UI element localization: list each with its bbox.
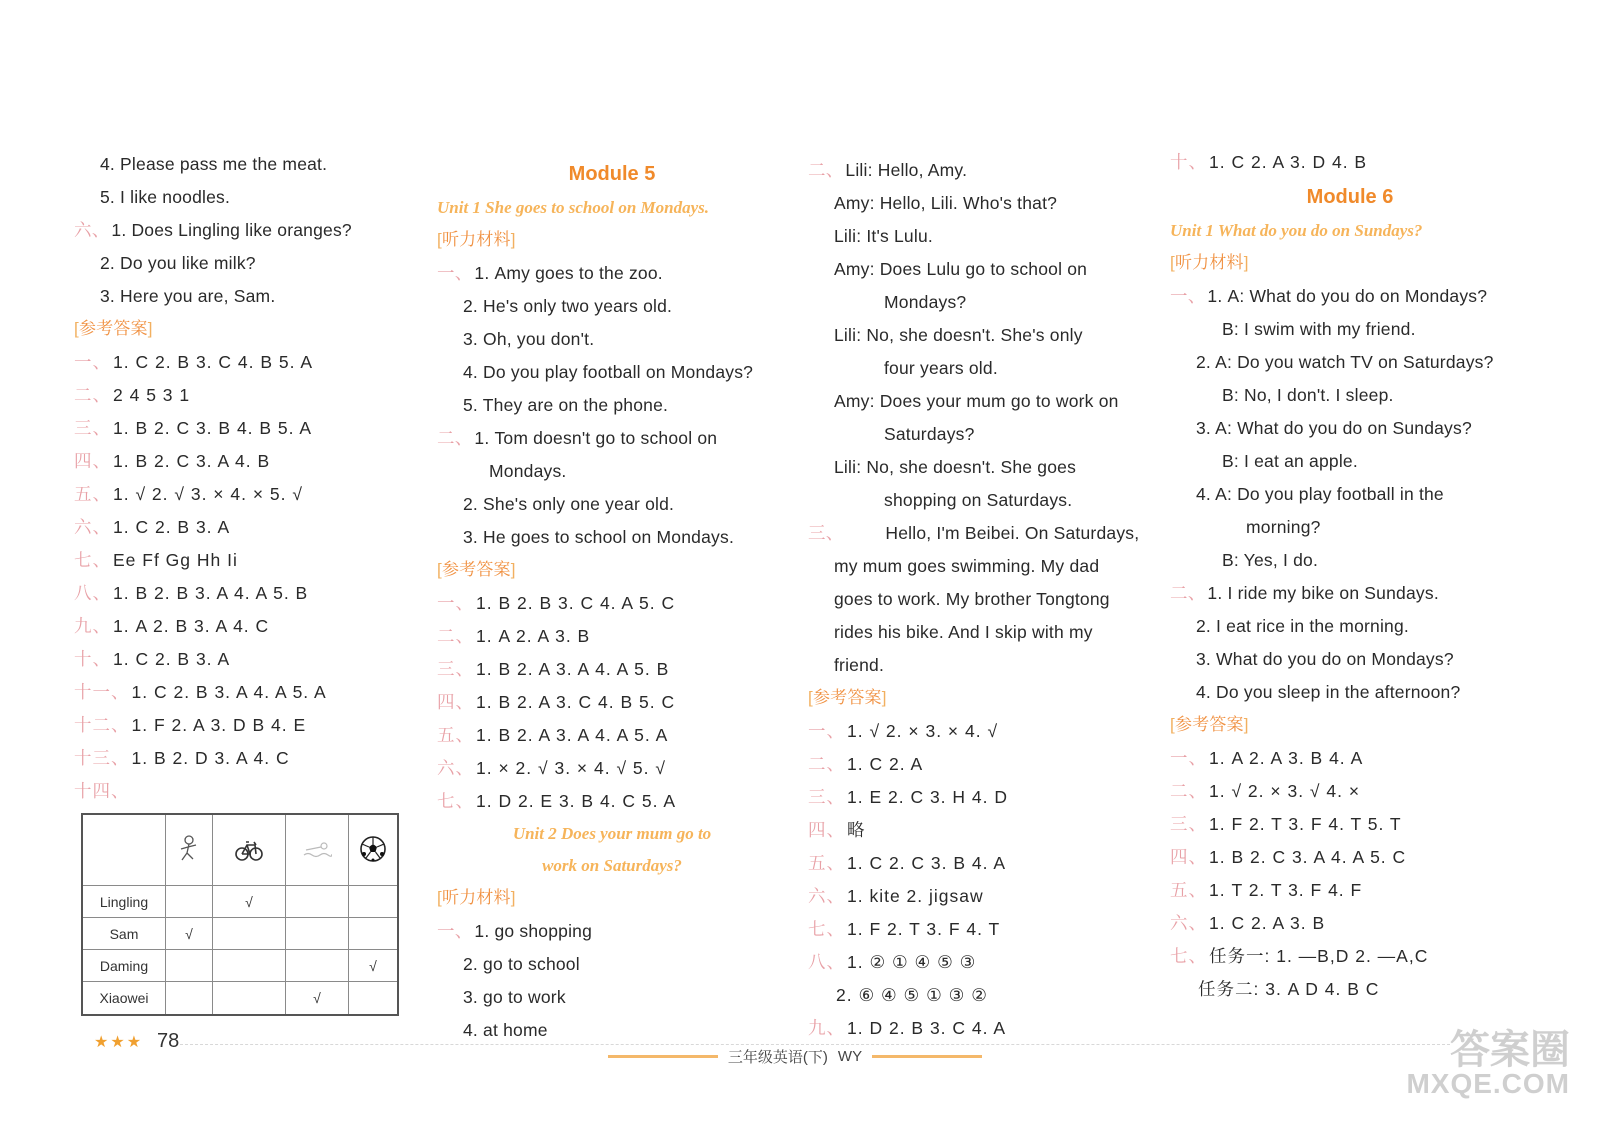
text-line: 3. What do you do on Mondays? [1196, 649, 1454, 669]
text-line: 1. I ride my bike on Sundays. [1207, 583, 1439, 603]
section-number: 五、 [437, 725, 474, 745]
answer-line: 任务一: 1. —B,D 2. —A,C [1209, 946, 1429, 966]
section-number: 三、 [808, 787, 845, 807]
answer-line: 1. B 2. C 3. B 4. B 5. A [113, 418, 313, 438]
answer-line: 1. F 2. T 3. F 4. T [847, 919, 1001, 939]
section-number: 七、 [74, 550, 111, 570]
row-name: Sam [82, 918, 166, 950]
text-line: 3. Oh, you don't. [463, 329, 595, 349]
dialog-line: morning? [1246, 517, 1321, 537]
answer-line: 1. C 2. A [847, 754, 924, 774]
answer-line: 1. A 2. A 3. B 4. A [1209, 748, 1364, 768]
text-line: 1. go shopping [474, 921, 593, 941]
dialog-line: Lili: Hello, Amy. [845, 160, 968, 180]
listening-header: [听力材料] [437, 888, 516, 907]
row-name: Xiaowei [82, 982, 166, 1015]
answer-line: 1. B 2. B 3. C 4. A 5. C [476, 593, 676, 613]
row-name: Daming [82, 950, 166, 982]
dialog-line: B: I eat an apple. [1222, 451, 1358, 471]
answer-line: 1. D 2. E 3. B 4. C 5. A [476, 791, 677, 811]
section-number: 六、 [1170, 913, 1207, 933]
module-title: Module 5 [568, 163, 656, 185]
difficulty-stars: ★★★ [94, 1034, 144, 1051]
passage-line: goes to work. My brother Tongtong [834, 589, 1110, 609]
text-line: 5. I like noodles. [100, 187, 231, 207]
row-name: Lingling [82, 886, 166, 918]
answer-line: 1. √ 2. × 3. √ 4. × [1209, 781, 1361, 801]
answer-line: 1. B 2. C 3. A 4. B [113, 451, 271, 471]
check-mark-cell [213, 982, 286, 1015]
text-line: 1. Amy goes to the zoo. [474, 263, 663, 283]
answer-line: 1. B 2. A 3. A 4. A 5. B [476, 659, 670, 679]
section-number: 四、 [808, 820, 845, 840]
check-mark-cell [166, 982, 213, 1015]
answer-header: [参考答案] [808, 688, 887, 707]
book-title: 三年级英语(下) [727, 1048, 828, 1066]
text-line: 4. Do you play football on Mondays? [463, 362, 754, 382]
check-mark-cell [286, 950, 349, 982]
text-line: 2. go to school [463, 954, 580, 974]
decorative-line [608, 1055, 718, 1058]
section-number: 十、 [1170, 152, 1207, 172]
answer-line: 1. C 2. A 3. B [1209, 913, 1326, 933]
dialog-line: Amy: Does Lulu go to school on [834, 259, 1088, 279]
check-mark-cell: √ [286, 982, 349, 1015]
dialog-line: Saturdays? [884, 424, 975, 444]
section-number: 一、 [1170, 748, 1207, 768]
edition-code: WY [837, 1047, 863, 1065]
text-line: 3. Here you are, Sam. [100, 286, 276, 306]
section-number: 七、 [437, 791, 474, 811]
table-header-row [82, 814, 398, 886]
decorative-line [872, 1055, 982, 1058]
page-number: 78 [157, 1030, 180, 1052]
answer-line: 1. B 2. B 3. A 4. A 5. B [113, 583, 309, 603]
section-number: 三、 [808, 523, 844, 543]
section-number: 二、 [808, 754, 845, 774]
text-line: 4. Please pass me the meat. [100, 154, 328, 174]
passage-line: friend. [834, 655, 885, 675]
text-line: 3. He goes to school on Mondays. [463, 527, 735, 547]
answer-line: 1. F 2. T 3. F 4. T 5. T [1209, 814, 1402, 834]
check-mark-cell [213, 950, 286, 982]
check-mark-cell [213, 918, 286, 950]
check-mark-cell: √ [349, 950, 399, 982]
dialog-line: Amy: Hello, Lili. Who's that? [834, 193, 1058, 213]
answer-line: 2 4 5 3 1 [113, 385, 191, 405]
text-line: 1. Tom doesn't go to school on [474, 428, 718, 448]
answer-line: 1. √ 2. × 3. × 4. √ [847, 721, 999, 741]
text-line: 3. go to work [463, 987, 566, 1007]
watermark-logo: 答案圈 [1450, 1028, 1570, 1072]
listening-header: [听力材料] [437, 230, 516, 249]
answer-line: 1. A 2. B 3. A 4. C [113, 616, 270, 636]
dialog-line: B: Yes, I do. [1222, 550, 1319, 570]
dialog-line: 2. A: Do you watch TV on Saturdays? [1196, 352, 1494, 372]
column-1 [74, 148, 404, 808]
text-line: 2. He's only two years old. [463, 296, 673, 316]
section-number: 四、 [437, 692, 474, 712]
section-number: 六、 [437, 758, 474, 778]
section-number: 九、 [808, 1018, 845, 1038]
answer-line: 1. A 2. A 3. B [476, 626, 591, 646]
section-number: 二、 [1170, 781, 1207, 801]
text-line: 4. at home [463, 1020, 548, 1040]
answer-line: 1. B 2. A 3. C 4. B 5. C [476, 692, 676, 712]
dialog-line: B: No, I don't. I sleep. [1222, 385, 1394, 405]
soccer-ball-icon [349, 814, 399, 886]
section-number: 六、 [74, 220, 110, 240]
section-number: 五、 [1170, 880, 1207, 900]
unit-title: Unit 1 What do you do on Sundays? [1170, 221, 1423, 240]
dialog-line: B: I swim with my friend. [1222, 319, 1416, 339]
table-row [82, 982, 398, 1015]
answer-line: 1. C 2. B 3. A [113, 517, 231, 537]
section-number: 一、 [437, 593, 474, 613]
section-number: 一、 [808, 721, 845, 741]
answer-line: 任务二: 3. A D 4. B C [1198, 979, 1380, 999]
answer-line: Ee Ff Gg Hh Ii [113, 550, 238, 570]
text-line: 4. Do you sleep in the afternoon? [1196, 682, 1461, 702]
check-mark-cell: √ [213, 886, 286, 918]
answer-line: 1. B 2. D 3. A 4. C [131, 748, 290, 768]
table-corner-cell [82, 814, 166, 886]
section-number: 十四、 [74, 781, 130, 801]
text-line: 5. They are on the phone. [463, 395, 669, 415]
check-mark-cell [286, 918, 349, 950]
answer-line: 1. E 2. C 3. H 4. D [847, 787, 1008, 807]
check-mark-cell [349, 918, 399, 950]
check-mark-cell [349, 886, 399, 918]
section-number: 四、 [74, 451, 111, 471]
answer-line: 1. T 2. T 3. F 4. F [1209, 880, 1363, 900]
section-number: 六、 [808, 886, 845, 906]
answer-line: 2. ⑥ ④ ⑤ ① ③ ② [836, 985, 988, 1005]
answer-line: 略 [847, 820, 866, 840]
swimming-icon [286, 814, 349, 886]
unit-title: Unit 2 Does your mum go to [512, 824, 712, 843]
answer-line: 1. ② ① ④ ⑤ ③ [847, 952, 977, 972]
passage-line: Hello, I'm Beibei. On Saturdays, [885, 523, 1140, 543]
section-number: 二、 [437, 626, 474, 646]
section-number: 一、 [1170, 286, 1206, 306]
answer-line: 1. C 2. B 3. A [113, 649, 231, 669]
section-number: 五、 [808, 853, 845, 873]
activity-check-table [81, 813, 399, 1016]
answer-line: 1. √ 2. √ 3. × 4. × 5. √ [113, 484, 303, 504]
section-number: 十一、 [74, 682, 130, 702]
check-mark-cell: √ [166, 918, 213, 950]
column-2 [437, 156, 787, 1047]
answer-line: 1. C 2. B 3. C 4. B 5. A [113, 352, 314, 372]
section-number: 十三、 [74, 748, 130, 768]
answer-header: [参考答案] [1170, 715, 1249, 734]
section-number: 八、 [74, 583, 111, 603]
answer-line: 1. B 2. A 3. A 4. A 5. A [476, 725, 669, 745]
section-number: 二、 [1170, 583, 1206, 603]
answer-line: 1. C 2. C 3. B 4. A [847, 853, 1007, 873]
listening-header: [听力材料] [1170, 253, 1249, 272]
running-boy-icon [166, 814, 213, 886]
answer-line: 1. kite 2. jigsaw [847, 886, 984, 906]
unit-title: Unit 1 She goes to school on Mondays. [437, 198, 710, 217]
section-number: 一、 [74, 352, 111, 372]
dialog-line: Lili: No, she doesn't. She's only [834, 325, 1083, 345]
text-line: 2. She's only one year old. [463, 494, 675, 514]
section-number: 一、 [437, 263, 473, 283]
section-number: 四、 [1170, 847, 1207, 867]
answer-line: 1. C 2. B 3. A 4. A 5. A [131, 682, 327, 702]
table-row [82, 950, 398, 982]
module-title: Module 6 [1306, 186, 1394, 208]
check-mark-cell [286, 886, 349, 918]
text-line: 2. Do you like milk? [100, 253, 256, 273]
answer-line: 1. B 2. C 3. A 4. A 5. C [1209, 847, 1407, 867]
answer-line: 1. D 2. B 3. C 4. A [847, 1018, 1007, 1038]
section-number: 三、 [1170, 814, 1207, 834]
text-line: 2. I eat rice in the morning. [1196, 616, 1409, 636]
dialog-line: Lili: It's Lulu. [834, 226, 933, 246]
dialog-line: 1. A: What do you do on Mondays? [1207, 286, 1488, 306]
answer-header: [参考答案] [74, 319, 153, 338]
section-number: 九、 [74, 616, 111, 636]
section-number: 一、 [437, 921, 473, 941]
dialog-line: four years old. [884, 358, 998, 378]
passage-line: rides his bike. And I skip with my [834, 622, 1093, 642]
section-number: 二、 [808, 160, 844, 180]
answer-line: 1. F 2. A 3. D B 4. E [131, 715, 307, 735]
dialog-line: Lili: No, she doesn't. She goes [834, 457, 1077, 477]
dialog-line: shopping on Saturdays. [884, 490, 1073, 510]
dialog-line: 4. A: Do you play football in the [1196, 484, 1444, 504]
section-number: 七、 [1170, 946, 1207, 966]
section-number: 十二、 [74, 715, 130, 735]
dialog-line: 3. A: What do you do on Sundays? [1196, 418, 1472, 438]
check-mark-cell [166, 886, 213, 918]
answer-line: 1. C 2. A 3. D 4. B [1209, 152, 1368, 172]
unit-title-cont: work on Saturdays? [542, 856, 682, 875]
check-mark-cell [166, 950, 213, 982]
column-3 [808, 154, 1148, 1045]
section-number: 五、 [74, 484, 111, 504]
section-number: 三、 [437, 659, 474, 679]
section-number: 八、 [808, 952, 845, 972]
section-number: 二、 [437, 428, 473, 448]
answer-header: [参考答案] [437, 560, 516, 579]
passage-line: my mum goes swimming. My dad [834, 556, 1100, 576]
answer-line: 1. × 2. √ 3. × 4. √ 5. √ [476, 758, 666, 778]
table-row [82, 886, 398, 918]
check-mark-cell [349, 982, 399, 1015]
column-4 [1170, 146, 1530, 1006]
dialog-line: Mondays? [884, 292, 967, 312]
text-line: 1. Does Lingling like oranges? [111, 220, 352, 240]
dialog-line: Amy: Does your mum go to work on [834, 391, 1119, 411]
book-title-bar [590, 1044, 1000, 1068]
section-number: 十、 [74, 649, 111, 669]
section-number: 三、 [74, 418, 111, 438]
watermark-url: MXQE.COM [1406, 1068, 1570, 1099]
table-row [82, 918, 398, 950]
text-line: Mondays. [489, 461, 567, 481]
section-number: 六、 [74, 517, 111, 537]
section-number: 七、 [808, 919, 845, 939]
section-number: 二、 [74, 385, 111, 405]
bicycle-icon [213, 814, 286, 886]
